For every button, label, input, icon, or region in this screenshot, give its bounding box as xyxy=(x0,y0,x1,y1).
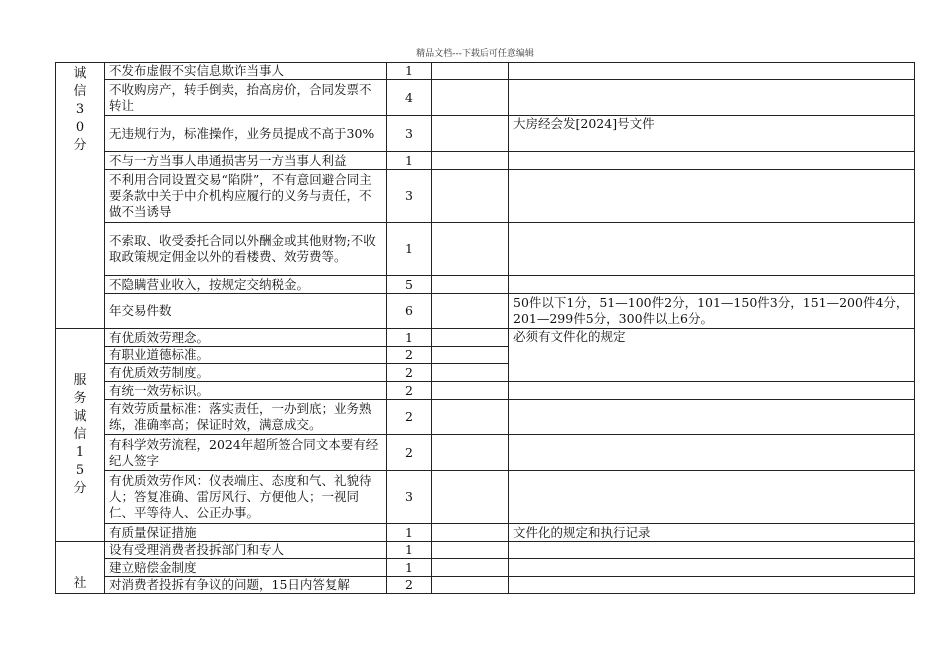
item-cell: 建立赔偿金制度 xyxy=(105,559,387,577)
blank-cell xyxy=(432,80,509,116)
blank-cell xyxy=(432,559,509,577)
score-cell: 2 xyxy=(387,577,432,594)
blank-cell xyxy=(432,276,509,294)
table-row xyxy=(56,400,915,435)
note-cell: 50件以下1分，51—100件2分，101—150件3分，151—200件4分，201—299件5分，300件以上6分。 xyxy=(509,294,915,329)
score-cell: 5 xyxy=(387,276,432,294)
score-cell: 1 xyxy=(387,223,432,276)
table-row xyxy=(56,152,915,170)
table-row xyxy=(56,80,915,116)
table-row xyxy=(56,435,915,471)
table-row xyxy=(56,382,915,400)
score-cell: 1 xyxy=(387,524,432,542)
item-cell: 有统一效劳标识。 xyxy=(105,382,387,400)
blank-cell xyxy=(432,524,509,542)
score-cell: 4 xyxy=(387,80,432,116)
item-cell: 有职业道德标准。 xyxy=(105,347,387,364)
note-cell: 必须有文件化的规定 xyxy=(509,329,915,382)
item-cell: 年交易件数 xyxy=(105,294,387,329)
note-cell: 大房经会发[2024]号文件 xyxy=(509,116,915,152)
category-cell xyxy=(56,542,105,594)
table-row xyxy=(56,577,915,594)
score-cell: 1 xyxy=(387,559,432,577)
note-cell xyxy=(509,63,915,80)
blank-cell xyxy=(432,471,509,524)
item-cell: 对消费者投拆有争议的问题，15日内答复解 xyxy=(105,577,387,594)
table-row xyxy=(56,329,915,347)
table-row xyxy=(56,524,915,542)
item-cell: 不索取、收受委托合同以外酬金或其他财物;不收取政策规定佣金以外的看楼费、效劳费等。 xyxy=(105,223,387,276)
blank-cell xyxy=(432,400,509,435)
note-cell xyxy=(509,435,915,471)
blank-cell xyxy=(432,329,509,347)
category-cell xyxy=(56,329,105,542)
item-cell: 有优质效劳制度。 xyxy=(105,364,387,382)
item-cell: 无违规行为，标准操作，业务员提成不高于30% xyxy=(105,116,387,152)
category-label: 社 xyxy=(73,576,87,591)
score-cell: 3 xyxy=(387,170,432,223)
item-cell: 不发布虚假不实信息欺诈当事人 xyxy=(105,63,387,80)
blank-cell xyxy=(432,364,509,382)
note-cell xyxy=(509,400,915,435)
score-cell: 2 xyxy=(387,364,432,382)
table-row xyxy=(56,170,915,223)
score-cell: 2 xyxy=(387,382,432,400)
note-cell xyxy=(509,152,915,170)
score-cell: 3 xyxy=(387,471,432,524)
item-cell: 有质量保证措施 xyxy=(105,524,387,542)
item-cell: 有效劳质量标准：落实责任，一办到底；业务熟练，准确率高；保证时效，满意成交。 xyxy=(105,400,387,435)
item-cell: 不隐瞒营业收入，按规定交纳税金。 xyxy=(105,276,387,294)
note-cell xyxy=(509,276,915,294)
blank-cell xyxy=(432,435,509,471)
score-cell: 2 xyxy=(387,400,432,435)
score-cell: 1 xyxy=(387,329,432,347)
blank-cell xyxy=(432,542,509,559)
page-header: 精品文档---下载后可任意编辑 xyxy=(416,49,534,59)
item-cell: 不利用合同设置交易“陷阱”，不有意回避合同主要条款中关于中介机构应履行的义务与责任，不做不当诱导 xyxy=(105,170,387,223)
note-cell xyxy=(509,471,915,524)
item-cell: 设有受理消费者投拆部门和专人 xyxy=(105,542,387,559)
score-cell: 1 xyxy=(387,152,432,170)
score-cell: 6 xyxy=(387,294,432,329)
note-cell xyxy=(509,382,915,400)
note-cell xyxy=(509,223,915,276)
blank-cell xyxy=(432,294,509,329)
table-row xyxy=(56,471,915,524)
table-row xyxy=(56,542,915,559)
note-cell xyxy=(509,80,915,116)
category-label: 服务诚信15分 xyxy=(73,373,87,496)
note-cell xyxy=(509,542,915,559)
blank-cell xyxy=(432,223,509,276)
score-cell: 1 xyxy=(387,63,432,80)
note-cell: 文件化的规定和执行记录 xyxy=(509,524,915,542)
note-cell xyxy=(509,170,915,223)
table-row xyxy=(56,223,915,276)
item-cell: 有优质效劳作风：仪表端庄、态度和气、礼貌待人；答复准确、雷厉风行、方便他人；一视同仁、平等待人、公正办事。 xyxy=(105,471,387,524)
blank-cell xyxy=(432,152,509,170)
score-cell: 3 xyxy=(387,116,432,152)
item-cell: 不与一方当事人串通损害另一方当事人利益 xyxy=(105,152,387,170)
blank-cell xyxy=(432,577,509,594)
blank-cell xyxy=(432,116,509,152)
evaluation-table xyxy=(55,62,915,594)
table-row xyxy=(56,294,915,329)
blank-cell xyxy=(432,382,509,400)
note-cell xyxy=(509,559,915,577)
note-cell xyxy=(509,577,915,594)
table-row xyxy=(56,276,915,294)
blank-cell xyxy=(432,347,509,364)
item-cell: 有科学效劳流程，2024年超所签合同文本要有经纪人签字 xyxy=(105,435,387,471)
category-label: 诚信30分 xyxy=(73,66,87,153)
table-row xyxy=(56,116,915,152)
item-cell: 有优质效劳理念。 xyxy=(105,329,387,347)
item-cell: 不收购房产，转手倒卖，抬高房价，合同发票不转让 xyxy=(105,80,387,116)
score-cell: 2 xyxy=(387,435,432,471)
table-row xyxy=(56,559,915,577)
table-row xyxy=(56,63,915,80)
score-cell: 1 xyxy=(387,542,432,559)
blank-cell xyxy=(432,63,509,80)
category-cell xyxy=(56,63,105,329)
blank-cell xyxy=(432,170,509,223)
score-cell: 2 xyxy=(387,347,432,364)
